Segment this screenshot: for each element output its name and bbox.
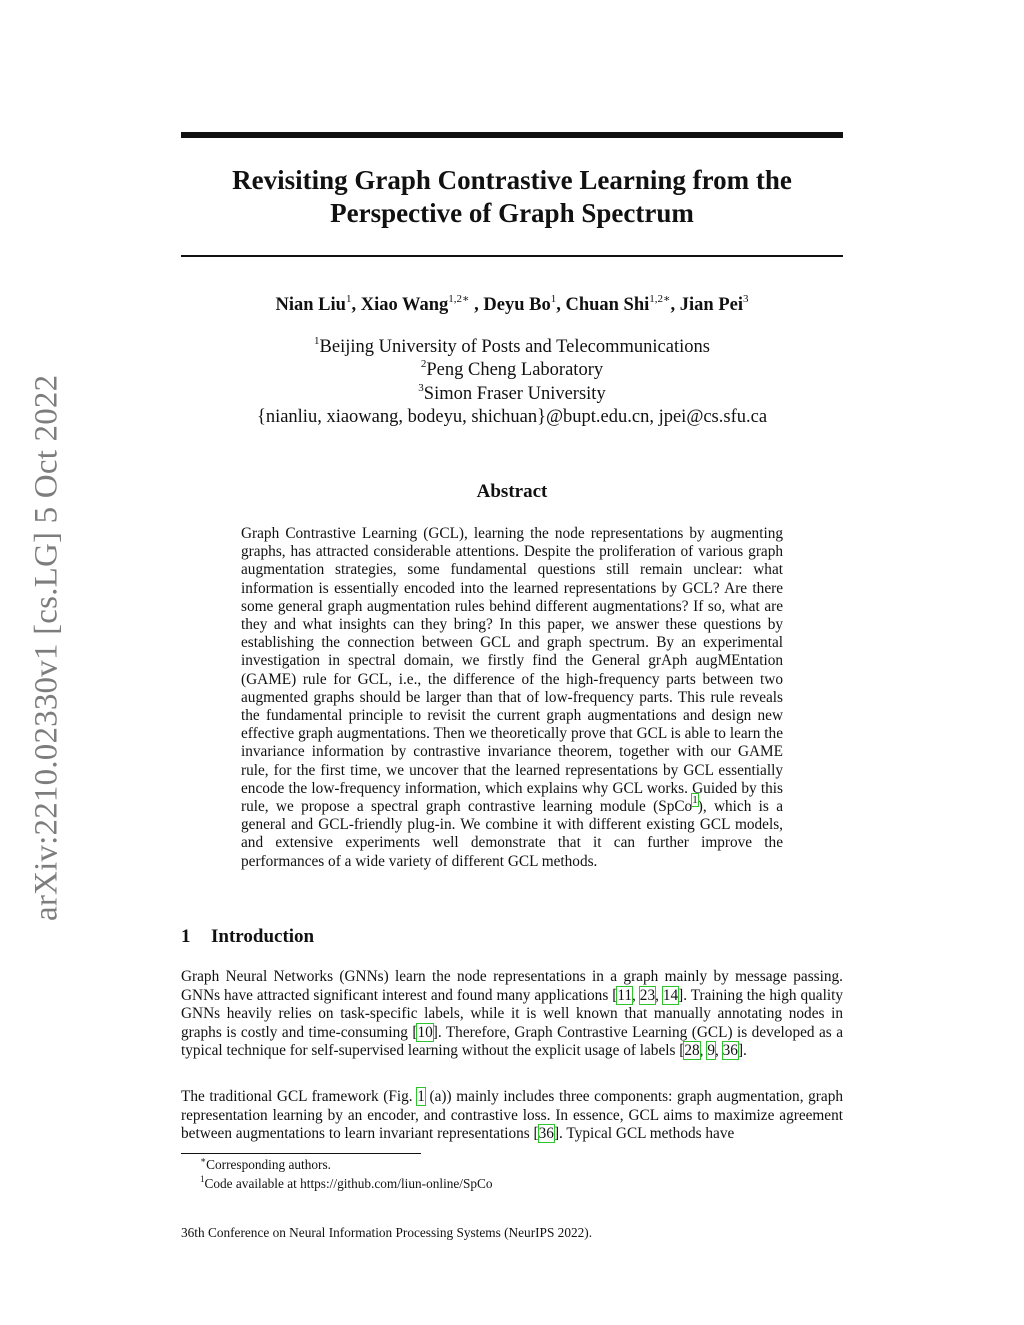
affiliation-mark: 2 (420, 358, 427, 371)
paragraph-text: ]. Training the high quality GNNs heavily relies on task-specific labels, while it is well known that manually annotating nodes in graphs is costly and time-consuming [ (181, 986, 843, 1041)
title-line-2: Perspective of Graph Spectrum (330, 198, 694, 228)
affiliation-line (181, 359, 843, 382)
paragraph-text: ]. Therefore, Graph Contrastive Learning (GCL) is developed as a typical technique for self-supervised learning without the explicit usage of labels [ (181, 1023, 843, 1060)
title-top-rule (181, 132, 843, 138)
section-number: 1 (181, 926, 191, 947)
author-affil-mark: 3 (742, 293, 749, 305)
author-affil-mark: 1 (550, 293, 557, 305)
arxiv-identifier: arXiv:2210.02330v1 [cs.LG] 5 Oct 2022 (28, 374, 65, 921)
citation-link[interactable]: 14 (662, 986, 679, 1004)
author-name: Xiao Wang (360, 295, 449, 315)
author-list (181, 292, 843, 318)
paragraph-text: ]. (737, 1042, 747, 1060)
spco-module-name: SpCo (658, 798, 693, 816)
affiliation-text: Simon Fraser University (423, 383, 606, 404)
paragraph-text: ]. Typical GCL methods have (553, 1125, 735, 1143)
citation-link[interactable]: 10 (417, 1023, 433, 1041)
footnote-corresponding (200, 1157, 800, 1173)
section-title: Introduction (211, 926, 315, 947)
paper-title (181, 164, 843, 230)
author-affil-mark: 1,2∗ (649, 293, 671, 305)
author-name: Jian Pei (679, 295, 743, 315)
affiliation-text: Peng Cheng Laboratory (426, 360, 604, 381)
affiliation-line (181, 383, 843, 406)
paragraph-text: The traditional GCL framework (Fig. (181, 1088, 418, 1105)
footnote-text: Corresponding authors. (206, 1157, 331, 1172)
venue-footer: 36th Conference on Neural Information Processing Systems (NeurIPS 2022). (181, 1225, 593, 1240)
author-separator: , (670, 295, 680, 315)
affiliation-block (181, 336, 843, 429)
paragraph-text: (a)) mainly includes three components: graph augmentation, graph representation learning by an encoder, and contrastive loss. In essence, GCL aims to maximize agreement between augmentations to learn invariant representations [ (181, 1088, 843, 1143)
footnote-mark: 1 (200, 1174, 205, 1184)
section-heading (181, 925, 681, 949)
affiliation-mark: 3 (418, 381, 424, 394)
title-line-1: Revisiting Graph Contrastive Learning from the (232, 165, 792, 195)
author-separator: , (556, 295, 566, 315)
abstract-heading: Abstract (476, 481, 548, 502)
footnote-link[interactable]: 1 (692, 794, 698, 807)
abstract-text: ), which is a general and GCL-friendly plug-in. We combine it with different existing GCL models, and extensive experiments well demonstrate that it can further improve the performances of a wide variety of different GCL methods. (241, 798, 783, 870)
citation-link[interactable]: 23 (639, 986, 656, 1004)
affiliation-line (181, 336, 843, 359)
footnote-text: Code available at https://github.com/liun-online/SpCo (204, 1176, 493, 1191)
footnote-mark: ∗ (200, 1155, 207, 1165)
author-name: Nian Liu (275, 295, 346, 315)
citation-link[interactable]: 28 (684, 1042, 700, 1060)
author-name: Deyu Bo (483, 295, 551, 315)
footnote-rule (181, 1153, 421, 1154)
citation-link[interactable]: 11 (617, 986, 633, 1004)
author-affil-mark: 1 (345, 293, 352, 305)
figure-link[interactable]: 1 (417, 1088, 425, 1105)
intro-paragraph-1: Graph Neural Networks (GNNs) learn the node representations in a graph mainly by message passing. GNNs have attracted significant interest and found many applications [11, 23, 14]. Training the high quality GNNs heavily relies on task-specific labels, while it is well known that manually annotating nodes in graphs is costly and time-consuming [10]. Therefore, Graph Contrastive Learning (GCL) is developed as a typical technique for self-supervised learning without the explicit usage of labels [28, 9, 36]. (181, 968, 843, 1060)
author-emails: {nianliu, xiaowang, bodeyu, shichuan}@bupt.edu.cn, jpei@cs.sfu.ca (256, 406, 768, 427)
affiliation-mark: 1 (314, 335, 320, 347)
citation-link[interactable]: 36 (722, 1042, 738, 1060)
author-separator: , (469, 295, 484, 315)
citation-link[interactable]: 36 (538, 1125, 554, 1143)
abstract-body (241, 525, 783, 871)
paragraph-text: Graph Neural Networks (GNNs) learn the node representations in a graph mainly by message passing. GNNs have attracted significant interest and found many applications [ (181, 968, 843, 1004)
author-name: Chuan Shi (565, 295, 650, 315)
author-affil-mark: 1,2∗ (448, 293, 470, 305)
author-separator: , (351, 295, 361, 315)
affiliation-text: Beijing University of Posts and Telecommunications (319, 337, 710, 357)
intro-paragraph-2 (181, 1088, 843, 1144)
title-bottom-rule (181, 255, 843, 257)
abstract-text: Graph Contrastive Learning (GCL), learning the node representations by augmenting graphs, has attracted considerable attentions. Despite the proliferation of various graph augmentation strategies, some fundamental questions still remain unclear: what information is essentially encoded into the learned representations by GCL? Are there some general graph augmentation rules behind different augmentations? If so, what are they and what insights can they bring? In this paper, we answer these questions by establishing the connection between GCL and graph spectrum. By an experimental investigation in spectral domain, we firstly find the General grAph augMEntation (GAME) rule for GCL, i.e., the difference of the high-frequency parts between two augmented graphs should be larger than that of low-frequency parts. This rule reveals the fundamental principle to revisit the current graph augmentations and design new effective graph augmentations. Then we theoretically prove that GCL is able to learn the invariance information by contrastive invariance theorem, together with our GAME rule, for the first time, we uncover that the learned representations by GCL essentially encode the low-frequency information, which explains why GCL works. Guided by this rule, we propose a spectral graph contrastive learning module ( (241, 525, 783, 816)
footnote-code (200, 1176, 800, 1192)
citation-link[interactable]: 9 (707, 1042, 715, 1060)
